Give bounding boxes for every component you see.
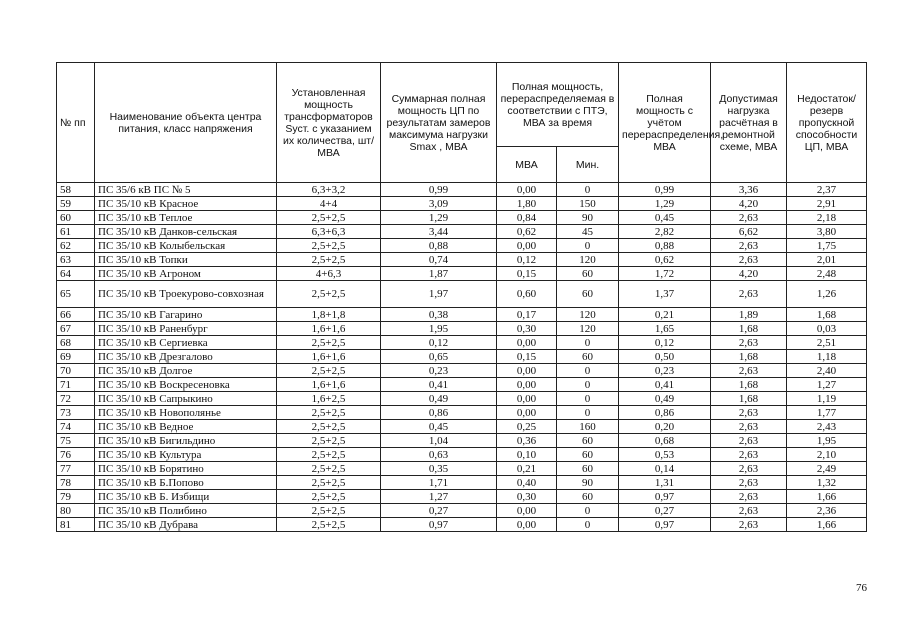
cell-object-name: ПС 35/10 кВ Борятино: [95, 462, 277, 476]
table-row: [57, 434, 867, 448]
cell-total-power: 1,04: [381, 434, 497, 448]
cell-object-name: ПС 35/10 кВ Троекурово-совхозная: [95, 281, 277, 308]
cell-redistributed-mva: 0,62: [497, 225, 557, 239]
cell-redistributed-mva: 0,00: [497, 378, 557, 392]
cell-row-num: 79: [57, 490, 95, 504]
cell-total-power: 0,23: [381, 364, 497, 378]
cell-redistributed-min: 60: [557, 434, 619, 448]
cell-row-num: 68: [57, 336, 95, 350]
cell-deficit-reserve: 1,68: [787, 308, 867, 322]
header-allowed-load: Допустимая нагрузка расчётная в ремонтной схеме, МВА: [711, 63, 787, 183]
cell-redistributed-min: 0: [557, 406, 619, 420]
cell-allowed-load: 2,63: [711, 239, 787, 253]
cell-object-name: ПС 35/10 кВ Полибино: [95, 504, 277, 518]
cell-object-name: ПС 35/10 кВ Данков-сельская: [95, 225, 277, 239]
cell-total-power: 0,35: [381, 462, 497, 476]
cell-installed-power: 1,6+1,6: [277, 350, 381, 364]
cell-installed-power: 1,6+1,6: [277, 322, 381, 336]
header-total-power: Суммарная полная мощность ЦП по результатам замеров максимума нагрузки Smax , МВА: [381, 63, 497, 183]
cell-allowed-load: 1,68: [711, 350, 787, 364]
cell-redistributed-mva: 0,30: [497, 490, 557, 504]
cell-installed-power: 6,3+3,2: [277, 183, 381, 197]
cell-redistributed-min: 90: [557, 211, 619, 225]
cell-redistributed-min: 60: [557, 490, 619, 504]
cell-redistributed-min: 45: [557, 225, 619, 239]
cell-full-power-after: 0,21: [619, 308, 711, 322]
cell-object-name: ПС 35/10 кВ Теплое: [95, 211, 277, 225]
cell-deficit-reserve: 1,66: [787, 518, 867, 532]
cell-full-power-after: 0,20: [619, 420, 711, 434]
cell-redistributed-mva: 0,00: [497, 392, 557, 406]
cell-deficit-reserve: 1,27: [787, 378, 867, 392]
cell-redistributed-min: 120: [557, 308, 619, 322]
cell-row-num: 64: [57, 267, 95, 281]
cell-redistributed-mva: 0,15: [497, 267, 557, 281]
cell-object-name: ПС 35/10 кВ Топки: [95, 253, 277, 267]
cell-redistributed-min: 120: [557, 322, 619, 336]
cell-full-power-after: 1,72: [619, 267, 711, 281]
cell-object-name: ПС 35/10 кВ Сапрыкино: [95, 392, 277, 406]
cell-deficit-reserve: 1,66: [787, 490, 867, 504]
cell-installed-power: 1,6+1,6: [277, 378, 381, 392]
table-row: [57, 308, 867, 322]
cell-redistributed-mva: 0,10: [497, 448, 557, 462]
cell-deficit-reserve: 3,80: [787, 225, 867, 239]
cell-redistributed-min: 0: [557, 183, 619, 197]
cell-installed-power: 2,5+2,5: [277, 406, 381, 420]
cell-row-num: 67: [57, 322, 95, 336]
cell-deficit-reserve: 2,43: [787, 420, 867, 434]
cell-row-num: 72: [57, 392, 95, 406]
cell-full-power-after: 0,53: [619, 448, 711, 462]
cell-deficit-reserve: 2,51: [787, 336, 867, 350]
cell-total-power: 3,44: [381, 225, 497, 239]
table-header: [57, 63, 867, 183]
cell-redistributed-min: 120: [557, 253, 619, 267]
cell-full-power-after: 0,14: [619, 462, 711, 476]
cell-installed-power: 4+6,3: [277, 267, 381, 281]
cell-deficit-reserve: 1,26: [787, 281, 867, 308]
cell-redistributed-min: 0: [557, 239, 619, 253]
cell-object-name: ПС 35/10 кВ Культура: [95, 448, 277, 462]
cell-allowed-load: 2,63: [711, 211, 787, 225]
cell-full-power-after: 1,31: [619, 476, 711, 490]
cell-total-power: 0,12: [381, 336, 497, 350]
cell-deficit-reserve: 1,19: [787, 392, 867, 406]
cell-full-power-after: 1,65: [619, 322, 711, 336]
cell-installed-power: 2,5+2,5: [277, 239, 381, 253]
cell-allowed-load: 2,63: [711, 253, 787, 267]
table-row: [57, 448, 867, 462]
table-row: [57, 350, 867, 364]
cell-allowed-load: 2,63: [711, 490, 787, 504]
cell-redistributed-mva: 0,00: [497, 183, 557, 197]
cell-installed-power: 2,5+2,5: [277, 211, 381, 225]
cell-object-name: ПС 35/10 кВ Воскресеновка: [95, 378, 277, 392]
cell-deficit-reserve: 2,01: [787, 253, 867, 267]
cell-total-power: 0,97: [381, 518, 497, 532]
cell-object-name: ПС 35/10 кВ Ведное: [95, 420, 277, 434]
cell-total-power: 3,09: [381, 197, 497, 211]
cell-row-num: 70: [57, 364, 95, 378]
cell-row-num: 80: [57, 504, 95, 518]
cell-allowed-load: 2,63: [711, 406, 787, 420]
cell-installed-power: 2,5+2,5: [277, 448, 381, 462]
cell-redistributed-mva: 0,00: [497, 406, 557, 420]
cell-full-power-after: 0,49: [619, 392, 711, 406]
cell-redistributed-mva: 0,40: [497, 476, 557, 490]
header-installed-power: Установленная мощность трансформаторов Sуст. с указанием их количества, шт/ МВА: [277, 63, 381, 183]
cell-full-power-after: 0,99: [619, 183, 711, 197]
cell-total-power: 0,45: [381, 420, 497, 434]
cell-allowed-load: 4,20: [711, 267, 787, 281]
cell-redistributed-min: 60: [557, 462, 619, 476]
cell-total-power: 0,99: [381, 183, 497, 197]
cell-object-name: ПС 35/10 кВ Дубрава: [95, 518, 277, 532]
header-name: Наименование объекта центра питания, класс напряжения: [95, 63, 277, 183]
cell-row-num: 71: [57, 378, 95, 392]
cell-allowed-load: 2,63: [711, 448, 787, 462]
cell-redistributed-min: 60: [557, 448, 619, 462]
table-row: [57, 490, 867, 504]
cell-redistributed-mva: 0,00: [497, 364, 557, 378]
cell-redistributed-mva: 0,00: [497, 504, 557, 518]
cell-object-name: ПС 35/10 кВ Сергиевка: [95, 336, 277, 350]
cell-total-power: 1,97: [381, 281, 497, 308]
cell-full-power-after: 2,82: [619, 225, 711, 239]
cell-allowed-load: 2,63: [711, 336, 787, 350]
cell-deficit-reserve: 2,49: [787, 462, 867, 476]
table-row: [57, 392, 867, 406]
cell-total-power: 0,88: [381, 239, 497, 253]
cell-row-num: 74: [57, 420, 95, 434]
cell-object-name: ПС 35/10 кВ Бигильдино: [95, 434, 277, 448]
cell-row-num: 65: [57, 281, 95, 308]
cell-redistributed-mva: 0,00: [497, 518, 557, 532]
table-row: [57, 406, 867, 420]
cell-total-power: 0,38: [381, 308, 497, 322]
cell-installed-power: 4+4: [277, 197, 381, 211]
table-body: [57, 183, 867, 532]
header-num: № пп: [57, 63, 95, 183]
cell-redistributed-mva: 0,36: [497, 434, 557, 448]
cell-allowed-load: 2,63: [711, 476, 787, 490]
cell-object-name: ПС 35/10 кВ Новополянье: [95, 406, 277, 420]
cell-total-power: 0,74: [381, 253, 497, 267]
cell-row-num: 75: [57, 434, 95, 448]
table-row: [57, 322, 867, 336]
cell-full-power-after: 0,97: [619, 518, 711, 532]
table-row: [57, 420, 867, 434]
cell-full-power-after: 1,37: [619, 281, 711, 308]
cell-allowed-load: 2,63: [711, 462, 787, 476]
cell-redistributed-mva: 0,00: [497, 336, 557, 350]
cell-allowed-load: 2,63: [711, 364, 787, 378]
cell-redistributed-mva: 0,60: [497, 281, 557, 308]
cell-full-power-after: 0,62: [619, 253, 711, 267]
cell-full-power-after: 0,45: [619, 211, 711, 225]
cell-installed-power: 2,5+2,5: [277, 476, 381, 490]
cell-deficit-reserve: 2,40: [787, 364, 867, 378]
cell-deficit-reserve: 1,32: [787, 476, 867, 490]
cell-row-num: 61: [57, 225, 95, 239]
cell-installed-power: 2,5+2,5: [277, 253, 381, 267]
cell-deficit-reserve: 2,37: [787, 183, 867, 197]
cell-redistributed-min: 0: [557, 392, 619, 406]
cell-installed-power: 2,5+2,5: [277, 434, 381, 448]
cell-total-power: 0,65: [381, 350, 497, 364]
cell-deficit-reserve: 2,18: [787, 211, 867, 225]
header-redistributed-mva: МВА: [497, 147, 557, 183]
cell-row-num: 60: [57, 211, 95, 225]
table-row: [57, 211, 867, 225]
cell-object-name: ПС 35/6 кВ ПС № 5: [95, 183, 277, 197]
table-row: [57, 253, 867, 267]
cell-redistributed-mva: 0,15: [497, 350, 557, 364]
table-row: [57, 281, 867, 308]
cell-total-power: 0,27: [381, 504, 497, 518]
cell-redistributed-min: 60: [557, 281, 619, 308]
cell-redistributed-min: 0: [557, 504, 619, 518]
cell-object-name: ПС 35/10 кВ Колыбельская: [95, 239, 277, 253]
page-number: 76: [856, 582, 867, 594]
cell-total-power: 0,41: [381, 378, 497, 392]
header-redistributed-min: Мин.: [557, 147, 619, 183]
cell-full-power-after: 1,29: [619, 197, 711, 211]
cell-total-power: 1,27: [381, 490, 497, 504]
cell-deficit-reserve: 1,95: [787, 434, 867, 448]
cell-object-name: ПС 35/10 кВ Б.Попово: [95, 476, 277, 490]
cell-full-power-after: 0,50: [619, 350, 711, 364]
cell-full-power-after: 0,27: [619, 504, 711, 518]
cell-allowed-load: 3,36: [711, 183, 787, 197]
cell-redistributed-min: 0: [557, 378, 619, 392]
cell-redistributed-min: 0: [557, 336, 619, 350]
cell-deficit-reserve: 2,48: [787, 267, 867, 281]
cell-installed-power: 2,5+2,5: [277, 490, 381, 504]
cell-full-power-after: 0,41: [619, 378, 711, 392]
cell-full-power-after: 0,97: [619, 490, 711, 504]
table-row: [57, 476, 867, 490]
cell-row-num: 66: [57, 308, 95, 322]
cell-object-name: ПС 35/10 кВ Дрезгалово: [95, 350, 277, 364]
substation-table-sheet: [56, 62, 866, 532]
cell-total-power: 0,63: [381, 448, 497, 462]
cell-row-num: 81: [57, 518, 95, 532]
table-row: [57, 518, 867, 532]
cell-installed-power: 2,5+2,5: [277, 462, 381, 476]
cell-object-name: ПС 35/10 кВ Гагарино: [95, 308, 277, 322]
table-row: [57, 239, 867, 253]
cell-row-num: 76: [57, 448, 95, 462]
cell-allowed-load: 2,63: [711, 434, 787, 448]
cell-redistributed-mva: 0,21: [497, 462, 557, 476]
cell-deficit-reserve: 1,75: [787, 239, 867, 253]
cell-total-power: 0,86: [381, 406, 497, 420]
cell-redistributed-mva: 0,30: [497, 322, 557, 336]
cell-row-num: 63: [57, 253, 95, 267]
header-deficit-reserve: Недостаток/ резерв пропускной способности ЦП, МВА: [787, 63, 867, 183]
cell-deficit-reserve: 1,77: [787, 406, 867, 420]
cell-allowed-load: 2,63: [711, 518, 787, 532]
cell-allowed-load: 1,68: [711, 392, 787, 406]
table-row: [57, 504, 867, 518]
cell-full-power-after: 0,23: [619, 364, 711, 378]
cell-installed-power: 2,5+2,5: [277, 504, 381, 518]
cell-redistributed-mva: 0,17: [497, 308, 557, 322]
table-row: [57, 183, 867, 197]
cell-redistributed-min: 150: [557, 197, 619, 211]
cell-installed-power: 6,3+6,3: [277, 225, 381, 239]
table-row: [57, 364, 867, 378]
cell-row-num: 62: [57, 239, 95, 253]
cell-redistributed-mva: 0,25: [497, 420, 557, 434]
cell-total-power: 1,95: [381, 322, 497, 336]
cell-object-name: ПС 35/10 кВ Красное: [95, 197, 277, 211]
cell-deficit-reserve: 0,03: [787, 322, 867, 336]
cell-allowed-load: 2,63: [711, 420, 787, 434]
substation-capacity-table: [56, 62, 867, 532]
cell-row-num: 78: [57, 476, 95, 490]
cell-object-name: ПС 35/10 кВ Долгое: [95, 364, 277, 378]
cell-installed-power: 2,5+2,5: [277, 420, 381, 434]
cell-deficit-reserve: 2,91: [787, 197, 867, 211]
table-row: [57, 197, 867, 211]
cell-full-power-after: 0,68: [619, 434, 711, 448]
cell-allowed-load: 2,63: [711, 281, 787, 308]
header-redistributed-group: Полная мощность, перераспределяемая в соответствии с ПТЭ, МВА за время: [497, 63, 619, 147]
cell-total-power: 1,29: [381, 211, 497, 225]
cell-redistributed-min: 60: [557, 267, 619, 281]
cell-deficit-reserve: 2,36: [787, 504, 867, 518]
cell-installed-power: 1,8+1,8: [277, 308, 381, 322]
cell-full-power-after: 0,12: [619, 336, 711, 350]
cell-allowed-load: 4,20: [711, 197, 787, 211]
cell-redistributed-min: 160: [557, 420, 619, 434]
cell-row-num: 77: [57, 462, 95, 476]
table-row: [57, 378, 867, 392]
cell-redistributed-min: 90: [557, 476, 619, 490]
table-row: [57, 225, 867, 239]
cell-installed-power: 2,5+2,5: [277, 281, 381, 308]
cell-total-power: 1,71: [381, 476, 497, 490]
cell-redistributed-min: 0: [557, 364, 619, 378]
cell-row-num: 59: [57, 197, 95, 211]
header-full-power-after: Полная мощность с учётом перераспределения, МВА: [619, 63, 711, 183]
cell-row-num: 69: [57, 350, 95, 364]
cell-object-name: ПС 35/10 кВ Б. Избищи: [95, 490, 277, 504]
table-row: [57, 336, 867, 350]
cell-redistributed-min: 60: [557, 350, 619, 364]
cell-full-power-after: 0,86: [619, 406, 711, 420]
cell-row-num: 73: [57, 406, 95, 420]
cell-installed-power: 2,5+2,5: [277, 336, 381, 350]
cell-installed-power: 2,5+2,5: [277, 364, 381, 378]
cell-redistributed-mva: 0,12: [497, 253, 557, 267]
cell-total-power: 1,87: [381, 267, 497, 281]
table-row: [57, 462, 867, 476]
cell-row-num: 58: [57, 183, 95, 197]
cell-object-name: ПС 35/10 кВ Агроном: [95, 267, 277, 281]
cell-redistributed-mva: 0,84: [497, 211, 557, 225]
cell-allowed-load: 1,68: [711, 322, 787, 336]
cell-installed-power: 2,5+2,5: [277, 518, 381, 532]
cell-deficit-reserve: 2,10: [787, 448, 867, 462]
cell-deficit-reserve: 1,18: [787, 350, 867, 364]
cell-allowed-load: 6,62: [711, 225, 787, 239]
cell-redistributed-mva: 1,80: [497, 197, 557, 211]
cell-installed-power: 1,6+2,5: [277, 392, 381, 406]
table-row: [57, 267, 867, 281]
cell-allowed-load: 2,63: [711, 504, 787, 518]
cell-allowed-load: 1,68: [711, 378, 787, 392]
cell-object-name: ПС 35/10 кВ Раненбург: [95, 322, 277, 336]
cell-total-power: 0,49: [381, 392, 497, 406]
cell-redistributed-min: 0: [557, 518, 619, 532]
cell-redistributed-mva: 0,00: [497, 239, 557, 253]
cell-allowed-load: 1,89: [711, 308, 787, 322]
cell-full-power-after: 0,88: [619, 239, 711, 253]
